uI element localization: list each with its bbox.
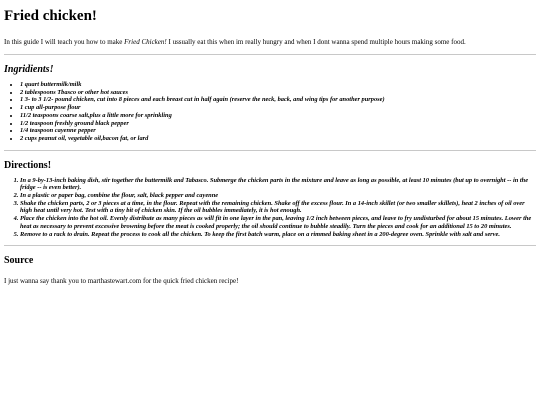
intro-emphasis: Fried Chicken!: [124, 38, 167, 46]
ingredient-item: • 1 quart buttermilk/milk: [20, 81, 536, 89]
directions-list: [4, 177, 536, 239]
source-heading: Source: [4, 255, 34, 267]
ingredients-heading: Ingridients!: [4, 64, 54, 75]
divider: [4, 150, 536, 151]
ingredient-item: • 1/2 teaspoon freshly ground black pepper: [20, 120, 536, 128]
direction-step: 2. In a plastic or paper bag, combine the flour, salt, black pepper and cayenne: [20, 192, 536, 200]
intro-text-start: In this guide I will teach you how to make: [4, 38, 125, 46]
divider: [4, 54, 536, 55]
directions-heading: Directions!: [4, 159, 52, 171]
intro-paragraph: [4, 37, 536, 47]
direction-step: 3. Shake the chicken parts, 2 or 3 pieces at a time, in the flour. Repeat with the remaining chicken. Shake off the excess flour. In a 14-inch skillet (or two smaller skillets), heat 2 inches of oil over high heat until very hot. Test with a tiny bit of chicken skin. If the oil bubbles immediately, it is hot enough.: [20, 200, 536, 215]
ingredient-item: • 2 tablespoons Tbasco or other hot sauces: [20, 89, 536, 97]
direction-step: 4. Place the chicken into the hot oil. Evenly distribute as many pieces as will fit in one layer in the pan, leaving 1/2 inch between pieces, and leave to fry undisturbed for about 15 minutes. Lower the heat as necessary to prevent excessive browning before the meat is cooked properly; the oil should continue to bubble steadily. Turn the pieces and cook for an additional 15 to 20 minutes.: [20, 215, 536, 230]
ingredient-item: • 11/2 teaspoons coarse salt,plus a little more for sprinkling: [20, 112, 536, 120]
ingredient-item: • 1/4 teaspoon cayenne pepper: [20, 127, 536, 135]
divider: [4, 245, 536, 246]
source-paragraph: I just wanna say thank you to marthastewart.com for the quick fried chicken recipe!: [4, 277, 239, 286]
ingredients-list: [4, 81, 536, 143]
direction-step: 5. Remove to a rack to drain. Repeat the process to cook all the chicken. To keep the first batch warm, place on a rimmed baking sheet in a 200-degree oven. Sprinkle with salt and serve.: [20, 231, 536, 239]
ingredient-item: • 1 cup all-purpose flour: [20, 104, 536, 112]
page-title: Fried chicken!: [4, 8, 97, 24]
ingredient-item: • 1 3- to 3 1/2- pound chicken, cut into 8 pieces and each breast cut in half again (reserve the neck, back, and wing tips for another purpose): [20, 96, 536, 104]
direction-step: 1. In a 9-by-13-inch baking dish, stir together the buttermilk and Tabasco. Submerge the chicken parts in the mixture and leave as long as possible, at least 10 minutes (but up to overnight -- in the fridge -- is even better).: [20, 177, 536, 192]
intro-text-end: I ussually eat this when im really hungry and when I dont wanna spend multiple hours making some food.: [166, 38, 466, 46]
ingredient-item: • 2 cups peanut oil, vegetable oil,bacon fat, or lard: [20, 135, 536, 143]
